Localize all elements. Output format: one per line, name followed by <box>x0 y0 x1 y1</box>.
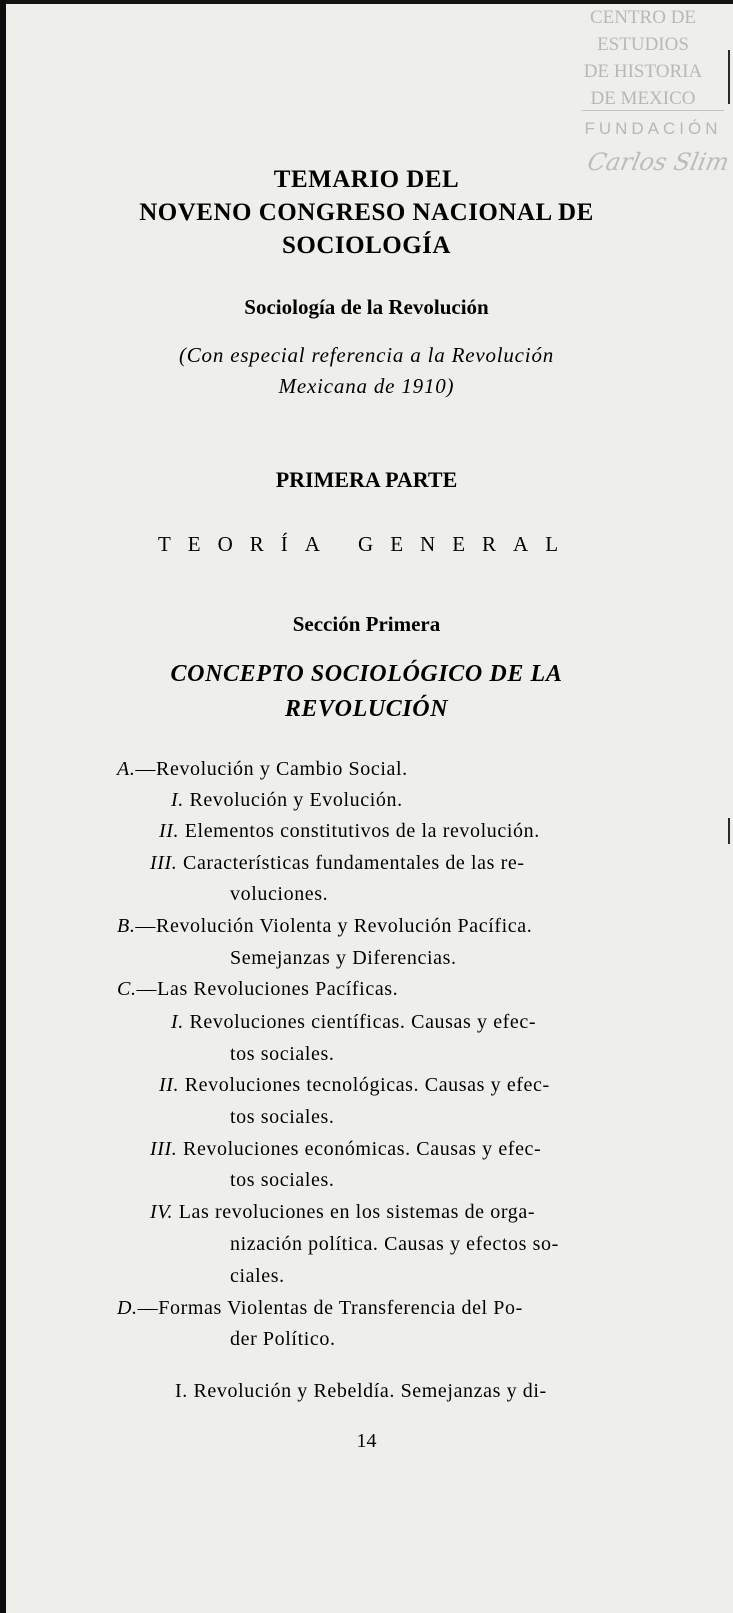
title-line: SOCIOLOGÍA <box>282 232 451 259</box>
title-line: TEMARIO DEL <box>273 166 460 193</box>
outline-item <box>117 915 532 938</box>
watermark-divider <box>582 110 724 111</box>
note-line: Mexicana de 1910) <box>278 374 455 398</box>
outline-item <box>230 1233 559 1256</box>
outline-item <box>117 1297 523 1320</box>
outline-item <box>159 1074 550 1097</box>
edge-mark <box>728 818 730 844</box>
item-text: Semejanzas y Diferencias. <box>230 947 457 969</box>
outline-item <box>159 820 540 843</box>
item-marker: D. <box>117 1297 138 1319</box>
item-text: —Revolución Violenta y Revolución Pacífica. <box>135 915 533 937</box>
item-marker: IV. <box>150 1201 174 1223</box>
item-marker: I. <box>175 1380 188 1402</box>
outline-item <box>230 1106 334 1129</box>
item-marker: I. <box>171 1011 184 1033</box>
watermark-line: CENTRO DE <box>589 7 697 28</box>
outline-item <box>171 789 403 812</box>
outline-item <box>175 1380 547 1403</box>
item-text: tos sociales. <box>230 1169 335 1191</box>
item-text: voluciones. <box>230 883 329 905</box>
item-text: ciales. <box>230 1265 285 1287</box>
item-text: nización política. Causas y efectos so- <box>230 1233 559 1255</box>
section-title <box>0 657 733 727</box>
part-theme: TEORÍA GENERAL <box>157 532 576 556</box>
outline-item <box>150 852 525 875</box>
outline-item <box>150 1138 541 1161</box>
watermark-signature: Carlos Slim <box>585 148 732 176</box>
outline-item <box>117 978 398 1001</box>
outline-item <box>230 947 457 970</box>
section-title-line: CONCEPTO SOCIOLÓGICO DE LA <box>170 661 563 687</box>
item-text: der Político. <box>230 1328 336 1350</box>
item-text: Revoluciones tecnológicas. Causas y efec- <box>184 1074 550 1096</box>
item-marker: II. <box>159 820 180 842</box>
item-text: Revolución y Rebeldía. Semejanzas y di- <box>193 1380 547 1402</box>
item-marker: III. <box>150 1138 178 1160</box>
section-label: Sección Primera <box>292 612 441 636</box>
subtitle: Sociología de la Revolución <box>244 295 489 319</box>
outline-item <box>230 1265 285 1288</box>
watermark-line: DE MEXICO <box>590 88 696 109</box>
outline-item <box>117 758 408 781</box>
item-text: —Las Revoluciones Pacíficas. <box>136 978 399 1000</box>
outline-item <box>230 883 328 906</box>
item-marker: A. <box>117 758 136 780</box>
subtitle-note <box>0 340 733 402</box>
item-marker: II. <box>159 1074 180 1096</box>
item-marker: III. <box>150 852 178 874</box>
item-marker: I. <box>171 789 184 811</box>
edge-mark <box>728 50 730 104</box>
section-title-line: REVOLUCIÓN <box>284 696 449 722</box>
document-title <box>0 163 733 262</box>
item-text: Revolución y Evolución. <box>189 789 403 811</box>
watermark-line: ESTUDIOS <box>597 34 689 55</box>
outline-item <box>230 1328 336 1351</box>
item-text: —Formas Violentas de Transferencia del Po- <box>137 1297 523 1319</box>
outline-item <box>171 1011 536 1034</box>
watermark-line: DE HISTORIA <box>583 61 703 82</box>
title-line: NOVENO CONGRESO NACIONAL DE <box>139 199 594 226</box>
item-text: tos sociales. <box>230 1043 335 1065</box>
outline-item <box>230 1043 334 1066</box>
part-title: PRIMERA PARTE <box>275 467 458 492</box>
outline-item <box>230 1169 334 1192</box>
item-marker: B. <box>117 915 136 937</box>
note-line: (Con especial referencia a la Revolución <box>178 343 555 367</box>
page-number: 14 <box>356 1430 377 1452</box>
item-text: Las revoluciones en los sistemas de orga- <box>178 1201 536 1223</box>
item-text: Revoluciones económicas. Causas y efec- <box>183 1138 542 1160</box>
outline-item <box>150 1201 535 1224</box>
item-text: Características fundamentales de las re- <box>183 852 525 874</box>
watermark-stamp <box>563 4 723 112</box>
item-text: Revoluciones científicas. Causas y efec- <box>189 1011 537 1033</box>
item-text: —Revolución y Cambio Social. <box>135 758 408 780</box>
watermark-foundation: FUNDACIÓN <box>584 119 722 138</box>
item-text: tos sociales. <box>230 1106 335 1128</box>
item-text: Elementos constitutivos de la revolución. <box>184 820 540 842</box>
item-marker: C. <box>117 978 137 1000</box>
